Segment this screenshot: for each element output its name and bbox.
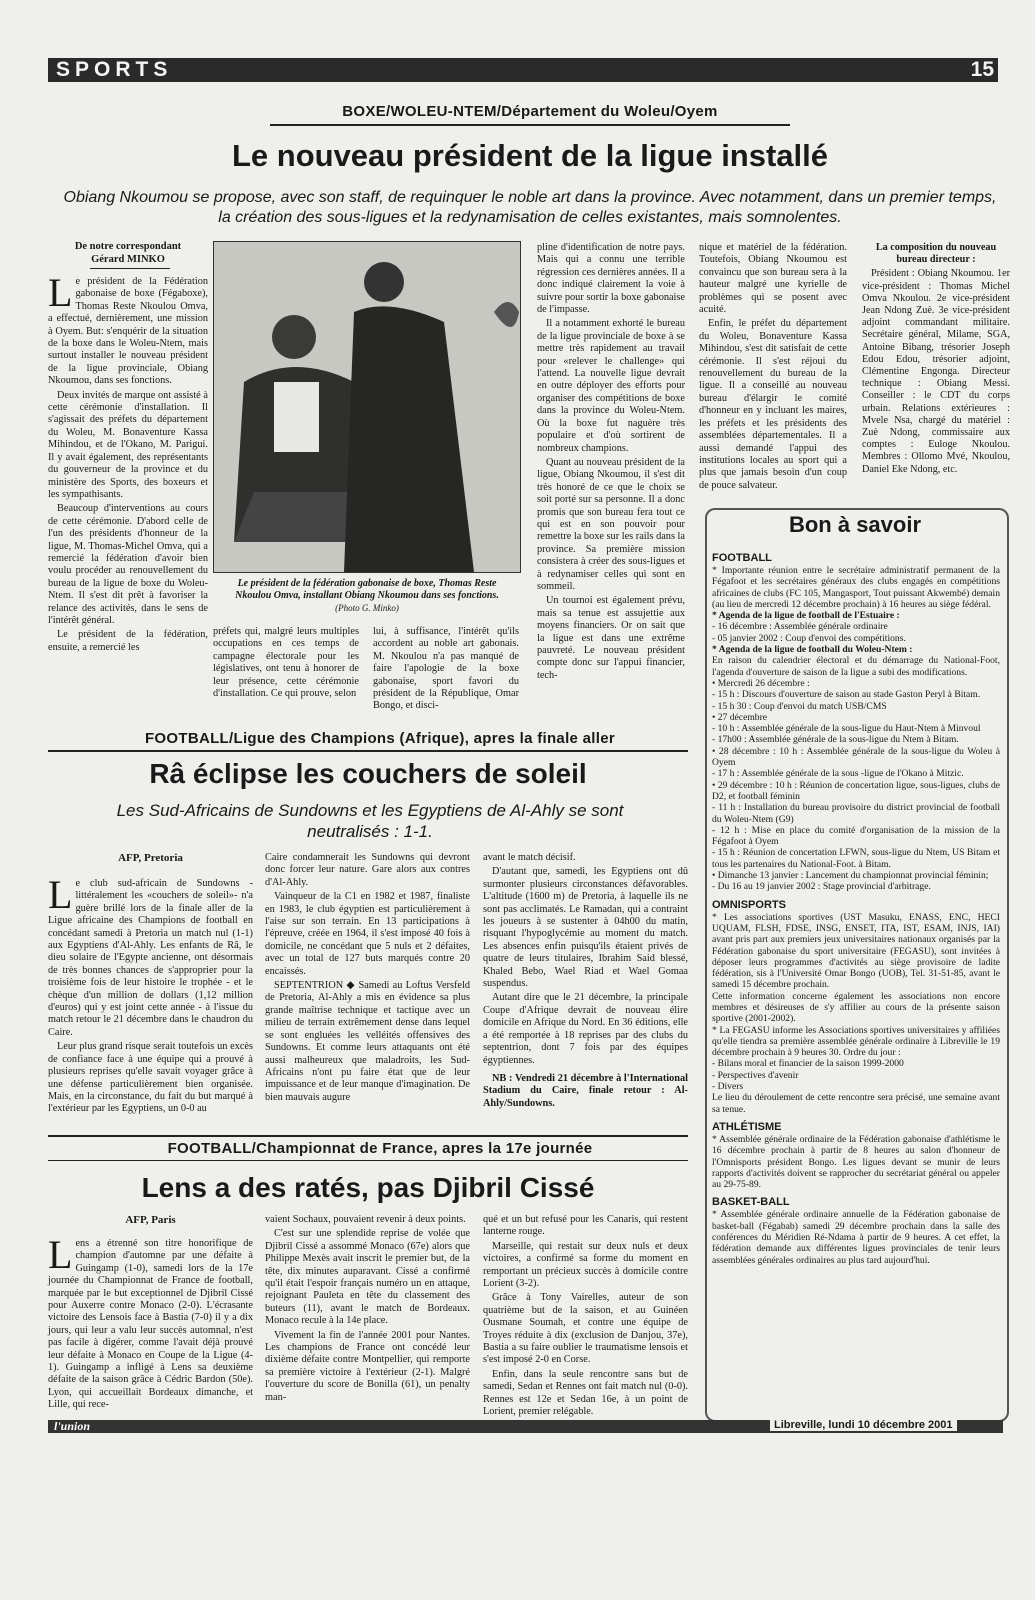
- paragraph: Il a notamment exhorté le bureau de la ligue provinciale de boxe à se mettre très rapidement au travail pour «relever le challenge» qui l'attend. La nouvelle ligue devrait en outre déployer des efforts pour organiser des compétitions de boxe dans la province du Woleu-Ntem. Où la boxe fut naguère très populaire et d'où sortirent de nombreux champions.: [537, 318, 685, 454]
- article2-deck: Les Sud-Africains de Sundowns et les Egyptiens de Al-Ahly se sont neutralisés : 1-1.: [116, 801, 624, 841]
- photo-credit: (Photo G. Minko): [335, 603, 399, 613]
- bureau-composition: [862, 242, 1010, 476]
- info-item: - 15 h : Réunion de concertation LFWN, sous-ligue du Ntem, US Bitam et tous les partenaires du National-Foot. à Bitam.: [712, 847, 1000, 870]
- article2-title: Râ éclipse les couchers de soleil: [149, 758, 587, 789]
- info-item: Cette information concerne également les associations non encore membres et désireuses de s'y affilier au cours de la présente saison sportive (2001-2002).: [712, 990, 1000, 1025]
- article1-column-3: [373, 626, 519, 715]
- paragraph: Le club sud-africain de Sundowns -littéralement les «couchers de soleil»- n'a guère brillé lors de la finale aller de la Ligue africaine des Champions de football en concédant samedi à Pretoria un match nul (1-1) aux Egyptiens d'Al-Ahly. Les enfants de Râ, le dieu solaire de l'Egypte ancienne, ont désormais de très bonnes chances de s'approprier pour la troisième fois de leur histoire le trophée - et le chèque d'un million de dollars (1,12 million d'euros) qui y est joint cette année - à l'issue du match retour le 21 décembre dans le chaudron du Caire.: [48, 872, 253, 1038]
- article3-byline: AFP, Paris: [125, 1214, 176, 1226]
- kicker-rule: [48, 750, 688, 752]
- article2-column-1: [48, 872, 253, 1118]
- info-item: - 15 h : Discours d'ouverture de saison au stade Gaston Peryl à Bitam.: [712, 689, 981, 701]
- paragraph: Marseille, qui restait sur deux nuls et deux victoires, a confirmé sa forme du moment en remportant un précieux succès à domicile contre Lorient (3-2).: [483, 1240, 688, 1290]
- composition-list: Président : Obiang Nkoumou. 1er vice-président : Thomas Michel Omva Nkoulou. 2e vice-président Jean Ndong Zuè. 3e vice-président adjoint commandant militaire. Secrétaire général, Milame, SGA, Antoine Bibang, trésorier Joseph Edou Edou, trésorier adjoint, Clémentine Engonga. Directeur technique : Obiang Messi. Conseiller : le CDT du corps urbain. Relations extérieures : Mvele Nsa, chargé du matériel : Zuè Ndong, commissaire aux comptes : Euloge Nkoulou. Membres : Ollomo Mvé, Nkoulou, Daniel Eke Ndong, etc.: [862, 268, 1010, 475]
- article1-deck: Obiang Nkoumou se propose, avec son staff, de requinquer le noble art dans la province. Avec notamment, dans un premier temps, la création des sous-ligues et la redynamisation de celles existantes, mais somnolentes.: [63, 189, 997, 226]
- info-item: * Importante réunion entre le secrétaire administratif permanent de la Fégafoot et les secrétaires généraux des clubs engagés en compétitions africaines de clubs (FC 105, Mangasport, Tout puissant Akwembé) demain (au lieu de mercredi 12 décembre prochain) à 16 heures au siège fédéral.: [712, 565, 1000, 610]
- paragraph: Quant au nouveau président de la ligue, Obiang Nkoumou, il s'est dit très honoré de ce que le choix se soit porté sur sa personne. Il a donc promis que son bureau fera tout ce qui est en son pouvoir pour remettre la boxe sur les rails dans la province. Sa première mission consistera à créer des sous-ligues et à redynamiser celles qui sont en sommeil.: [537, 456, 685, 592]
- paragraph: Deux invités de marque ont assisté à cette cérémonie d'installation. Il s'agissait des préfets du département du Woleu, M. Bonaventure Kassa Mihindou, et de l'Okano, M. Parigui. Il y avait également, des représentants du gouverneur de la province et du ministère des Sports, des boxeurs et les sympathisants.: [48, 389, 208, 500]
- paragraph: vaient Sochaux, pouvaient revenir à deux points.: [265, 1214, 466, 1225]
- info-item: - Bilans moral et financier de la saison 1999-2000: [712, 1058, 904, 1070]
- info-item: • 29 décembre : 10 h : Réunion de concertation ligue, sous-ligues, clubs de D2, et football féminin: [712, 779, 1000, 802]
- article3-column-1: [48, 1232, 253, 1414]
- info-item: - 10 h : Assemblée générale de la sous-ligue du Haut-Ntem à Minvoul: [712, 723, 981, 735]
- article1-column-1: [48, 270, 208, 656]
- info-item: - Divers: [712, 1081, 744, 1093]
- bon-a-savoir-title: Bon à savoir: [788, 512, 922, 537]
- newspaper-logo: l'union: [54, 1419, 91, 1433]
- info-item: • Mercredi 26 décembre :: [712, 677, 810, 689]
- paragraph: Caire condamnerait les Sundowns qui devront donc forcer leur nature. Gare alors aux contres d'Al-Ahly.: [265, 852, 470, 888]
- football-heading: FOOTBALL: [712, 552, 772, 564]
- omnisports-heading: OMNISPORTS: [712, 898, 786, 911]
- info-item: - 11 h : Installation du bureau provisoire du district provincial de football du Woleu-Ntem (G9): [712, 802, 1000, 825]
- paragraph: Lens a étrenné son titre honorifique de champion d'automne par une défaite à Guingamp (1-0), samedi lors de la 17e journée du Championnat de France de football, marquée par le but exceptionnel de Djibril Cissé pour Auxerre contre Monaco (2-0). L'écrasante victoire des Lensois face à Bastia (7-0) il y a dix jours, qui leur a valu leur succès automnal, n'est pas facile à digérer, comme l'avait déjà prouvé leur défaite à Monaco en Coupe de la Ligue (4-1). Guingamp a infligé à Lens sa deuxième défaite de la saison grâce à Cédric Bardon (50e). Lyon, qui accueillait Bordeaux dimanche, et Lille, qui rece-: [48, 1232, 253, 1411]
- drop-cap: L: [48, 872, 73, 917]
- article1-title: Le nouveau président de la ligue installé: [231, 138, 829, 173]
- kicker-rule-top: [48, 1135, 688, 1137]
- drop-cap: L: [48, 1232, 73, 1277]
- paragraph: Enfin, le préfet du département du Woleu, Bonaventure Kassa Mihindou, s'est dit satisfait de cette cérémonie. Il s'est réjoui du renouvellement du bureau de la ligue. Il a conseillé au nouveau bureau d'élargir le comité d'honneur en y incluant les maires, les préfets et les présidents des assemblées départementales. Il a aussi demandé l'appui des institutions locales au sport qui a plus que jamais besoin d'un coup de pouce salvateur.: [699, 318, 847, 491]
- composition-title: La composition du nouveau bureau directeur :: [875, 242, 997, 266]
- section-title: SPORTS: [56, 58, 173, 81]
- article2-kicker: FOOTBALL/Ligue des Champions (Afrique), apres la finale aller: [144, 730, 616, 747]
- info-item: - 17 h : Assemblée générale de la sous -ligue de l'Okano à Mitzic.: [712, 768, 964, 780]
- page-number: 15: [970, 58, 994, 81]
- nb-note: NB : Vendredi 21 décembre à l'International Stadium du Caire, finale retour : Al-Ahly/Sundowns.: [483, 1072, 688, 1109]
- info-item: * Agenda de la ligue de football de l'Estuaire :: [712, 610, 900, 622]
- bon-a-savoir-content: [712, 546, 1000, 1266]
- kicker-rule: [270, 124, 790, 126]
- paragraph: C'est sur une splendide reprise de volée que Djibril Cissé a assommé Monaco (67e) alors que Philippe Mexès avait inscrit le premier but, de la tête, dix minutes auparavant. Cissé a confirmé qu'il était l'espoir français numéro un en attaque, rejoignant Pauleta en tête du classement des buteurs (11), avant le match de Bordeaux. Monaco recule à la 14e place.: [265, 1228, 470, 1327]
- article1-photo: [213, 241, 521, 573]
- info-item: - Du 16 au 19 janvier 2002 : Stage provincial d'arbitrage.: [712, 881, 931, 893]
- info-item: * Les associations sportives (UST Masuku, ENASS, ENC, HECI UQUAM, FLSH, FDSE, INSG, ENSET, ITA, IST, ESAM, INJS, IAI) avant pris part aux premiers jeux universitaires nationaux organisés par la Fédération gabonaise du sport universitaire (FEGASU), sont invitées à déposer leurs programmes d'activités au siège provisoire de ladite fédération, sis à l'Université Omar Bongo (UOB), Tel. 31-51-85, avant le samedi 15 décembre prochain.: [712, 911, 1000, 991]
- paragraph: SEPTENTRION ◆ Samedi au Loftus Versfeld de Pretoria, Al-Ahly a mis en évidence sa plus grande maîtrise technique et tactique avec un milieu de terrain extrêmement dense dans lequel se sont engluées les velléités offensives des Sundowns. Et comme leurs attaquants ont été aussi malheureux que maladroits, les Sud-Africains n'ont pu faire état que de leur impuissance et de leur manque d'imagination. De bien mauvais augure: [265, 980, 470, 1103]
- info-item: • Dimanche 13 janvier : Lancement du championnat provincial féminin;: [712, 870, 989, 882]
- paragraph: Autant dire que le 21 décembre, la principale Coupe d'Afrique devrait de nouveau élire domicile en Afrique du Nord. En 36 éditions, elle a été remportée à 18 reprises par des clubs du septentrion, dont 7 fois par des équipes égyptiennes.: [483, 992, 688, 1066]
- info-item: - Perspectives d'avenir: [712, 1069, 799, 1081]
- article3-kicker: FOOTBALL/Championnat de France, apres la 17e journée: [167, 1140, 593, 1157]
- info-item: - 05 janvier 2002 : Coup d'envoi des compétitions.: [712, 632, 906, 644]
- paragraph: Un tournoi est également prévu, mais sa tenue est assujettie aux moyens financiers. Or on sait que la ligue est dans une extrême pauvreté. Le nouveau président compte donc sur l'appui financier, tech-: [537, 595, 685, 681]
- footer-date: Libreville, lundi 10 décembre 2001: [770, 1419, 957, 1431]
- article1-byline: De notre correspondant Gérard MINKO: [74, 241, 182, 265]
- article2-column-2: [265, 852, 470, 1106]
- photo-caption: Le président de la fédération gabonaise de boxe, Thomas Reste Nkoulou Omva, installant Obiang Nkoumou dans ses fonctions. (Photo G. Minko): [235, 578, 499, 613]
- article3-title: Lens a des ratés, pas Djibril Cissé: [141, 1172, 595, 1203]
- article1-column-4: [537, 242, 685, 684]
- paragraph: Le président de la fédération, ensuite, a remercié les: [48, 629, 208, 653]
- paragraph: qué et un but refusé pour les Canaris, qui restent lanterne rouge.: [483, 1214, 688, 1238]
- article1-kicker: BOXE/WOLEU-NTEM/Département du Woleu/Oyem: [342, 103, 718, 120]
- article3-column-3: [483, 1214, 688, 1421]
- info-item: - 16 décembre : Assemblée générale ordinaire: [712, 621, 888, 633]
- info-item: * Agenda de la ligue de football du Woleu-Ntem :: [712, 644, 913, 656]
- info-item: • 28 décembre : 10 h : Assemblée générale de la sous-ligue du Woleu à Oyem: [712, 745, 1000, 769]
- paragraph: préfets qui, malgré leurs multiples occupations en ces temps de campagne électorale pour les législatives, ont tenu à honorer de leur présence, cette cérémonie d'installation. Ce qui prouve, selon: [213, 626, 359, 700]
- drop-cap: L: [48, 270, 73, 315]
- byline-rule: [90, 268, 170, 269]
- article2-column-3: [483, 852, 688, 1112]
- info-item: - 17h00 : Assemblée générale de la sous-ligue du Ntem à Bitam.: [712, 734, 959, 746]
- paragraph: Vainqueur de la C1 en 1982 et 1987, finaliste en 1983, le club égyptien est particulièrement à l'aise sur son terrain. En 13 participations à l'épreuve, créée en 1964, il s'est imposé 40 fois à domicile, ne concédant que 5 nuls et 2 défaites, avec un total de 127 buts marqués contre 20 encaissés.: [265, 891, 470, 977]
- info-item: - 15 h 30 : Coup d'envoi du match USB/CMS: [712, 700, 887, 712]
- kicker-rule: [48, 1160, 688, 1161]
- paragraph: Vivement la fin de l'année 2001 pour Nantes. Les champions de France ont concédé leur dixième défaite contre Montpellier, qui remporte sa première victoire à l'extérieur (2-1). Malgré l'ouverture du score de Bonilla (61), un penalty man-: [265, 1329, 470, 1403]
- paragraph: lui, à suffisance, l'intérêt qu'ils accordent au noble art gabonais. M. Nkoulou n'a pas manqué de faire l'apologie de la boxe gabonaise, sport favori du président de la République, Omar Bongo, et disci-: [373, 626, 519, 712]
- article2-byline: AFP, Pretoria: [118, 852, 183, 864]
- info-item: * La FEGASU informe les Associations sportives universitaires y affiliées qu'elle tiendra sa première assemblée générale ordinaire à Libreville le 19 décembre prochain à 9 heures 30. Ordre du jour :: [712, 1024, 1000, 1059]
- paragraph: Le président de la Fédération gabonaise de boxe (Fégaboxe), Thomas Reste Nkoulou Omva, a effectué, dernièrement, une mission à Oyem. But: s'enquérir de la situation de la boxe dans le Woleu-Ntem, mais surtout installer le nouveau président de la ligue provinciale, Obiang Nkoumou, dans ses fonctions.: [48, 270, 208, 387]
- info-item: Le lieu du déroulement de cette rencontre sera précisé, une semaine avant sa tenue.: [712, 1092, 1000, 1115]
- athletisme-heading: ATHLÉTISME: [712, 1120, 782, 1133]
- basketball-heading: BASKET-BALL: [712, 1196, 790, 1209]
- paragraph: pline d'identification de notre pays. Mais qui a connu une terrible régression ces dernières années. Il a donc indiqué clairement la voie à suivre pour sortir la boxe gabonaise de l'impasse.: [537, 242, 685, 316]
- paragraph: Grâce à Tony Vairelles, auteur de son quatrième but de la saison, et au Guinéen Ousmane Soumah, et contre une équipe de Troyes réduite à dix (exclusion de Danjou, 37e), Bastia a su faire oublier le traumatisme lensois et s'est imposé 2-0 en Corse.: [483, 1292, 688, 1366]
- paragraph: nique et matériel de la fédération. Toutefois, Obiang Nkoumou est convaincu que son bureau sera à la hauteur malgré une kyrielle de problèmes qui se posent avec acuité.: [699, 242, 847, 316]
- info-item: * Assemblée générale ordinaire annuelle de la Fédération gabonaise de basket-ball (Fégabab) samedi 29 décembre prochain dans la salle des conférences du Méridien Ré-Ndama à partir de 9 heures. A cet effet, la fédération demande aux différentes ligues provinciales de tenir leurs assemblées générales ordinaires au plus tard aujourd'hui.: [712, 1209, 1000, 1266]
- paragraph: Enfin, dans la seule rencontre sans but de samedi, Sedan et Rennes ont fait match nul (0-0). Rennes est 12e et Sedan 16e, à un point de Lorient, premier relégable.: [483, 1368, 688, 1418]
- info-item: * Assemblée générale ordinaire de la Fédération gabonaise d'athlétisme le 16 décembre prochain à partir de 8 heures au salon d'honneur de l'Omnisports président Bongo. Les ligues devant se munir de leurs rapports d'activités doivent se rapprocher du secrétariat général ou appeler au 29-75-89.: [712, 1133, 1000, 1191]
- info-item: • 27 décembre: [712, 711, 768, 723]
- paragraph: Leur plus grand risque serait toutefois un excès de confiance face à une équipe qui a prouvé à plusieurs reprises qu'elle savait voyager grâce à une défense particulièrement bien organisée. Mais, en la circonstance, du fait du but marqué à l'extérieur par les Egyptiens, un 0-0 au: [48, 1041, 253, 1115]
- paragraph: avant le match décisif.: [483, 852, 576, 863]
- article1-column-2: [213, 626, 359, 702]
- paragraph: D'autant que, samedi, les Egyptiens ont dû surmonter plusieurs circonstances défavorables. L'altitude (1600 m) de Pretoria, à laquelle ils ne sont pas acclimatés. Le Ramadan, qui a contraint les joueurs à se sustenter à 04h00 du matin, risquant l'hypoglycémie au moment du match. Les absences enfin puisqu'ils étaient privés de quatre de leurs titulaires, Ibrahim Said blessé, Khaled Bebo, Wael Riad et Wael Gomaa suspendus.: [483, 866, 688, 990]
- boxing-officials-photo: [214, 242, 520, 572]
- article3-column-2: [265, 1214, 470, 1406]
- paragraph: Beaucoup d'interventions au cours de cette cérémonie. D'abord celle de l'un des présidents d'honneur de la ligue, M. Thomas-Michel Omva, qui a remercié la fédération d'avoir bien voulu procéder au renouvellement du bureau de la ligue de boxe du Woleu-Ntem. Il s'est dit prêt à favoriser la relance des activités, dans le sens de l'intérêt général.: [48, 503, 208, 626]
- section-header: [48, 58, 998, 82]
- info-item: - 12 h : Mise en place du comité d'organisation de la mission de la Fégafoot à Oyem: [712, 824, 1000, 848]
- info-item: En raison du calendrier électoral et du démarrage du National-Foot, l'agenda d'ouverture de saison de la ligue a subi des modifications.: [712, 655, 1000, 678]
- article1-column-5: [699, 242, 847, 494]
